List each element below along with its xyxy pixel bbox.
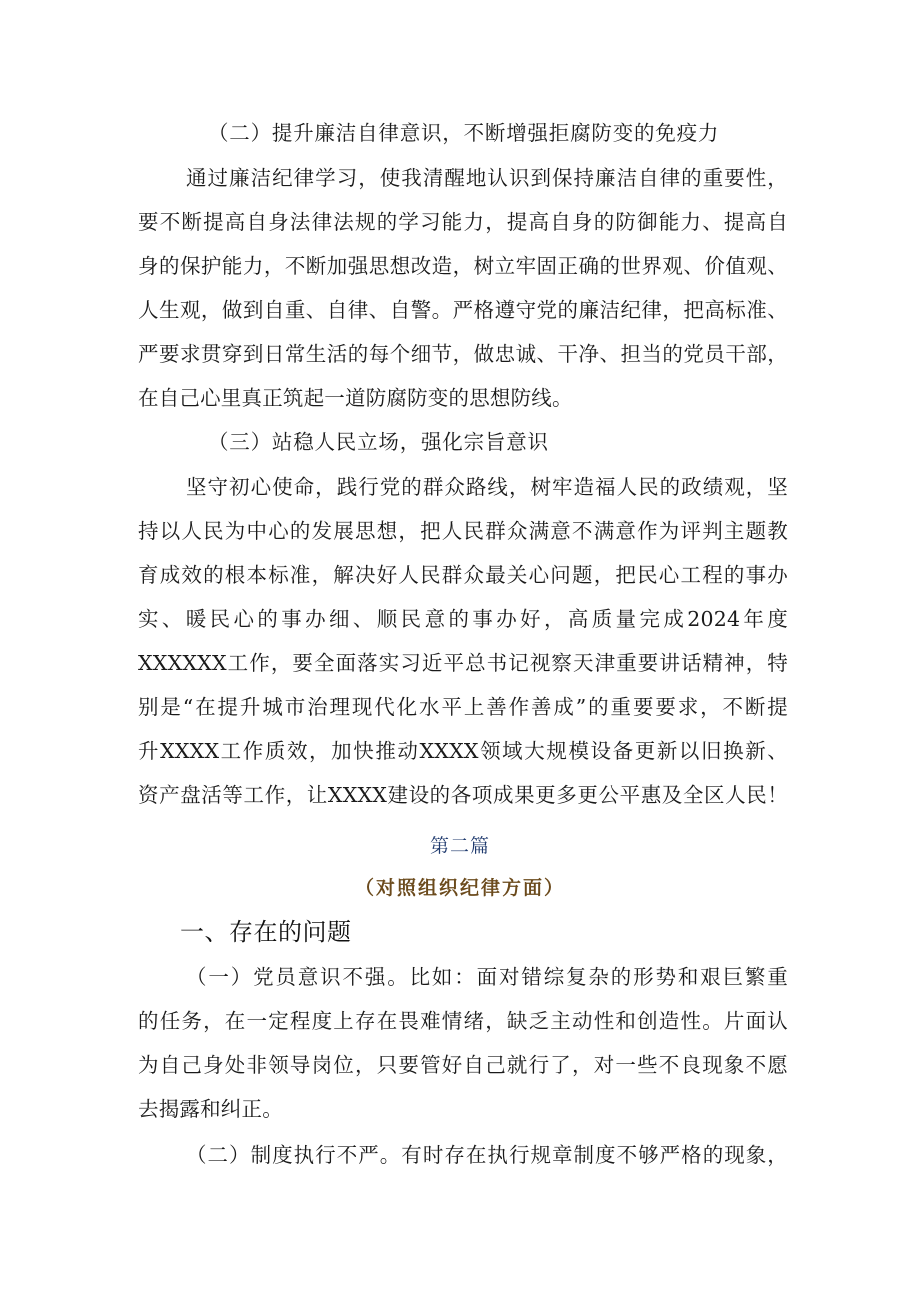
paragraph-line: 为自己身处非领导岗位，只要管好自己就行了，对一些不良现象不愿 <box>138 1053 788 1077</box>
paragraph-line: 别是“在提升城市治理现代化水平上善作善成”的重要要求，不断提 <box>138 695 788 719</box>
paragraph-line: （一）党员意识不强。比如：面对错综复杂的形势和艰巨繁重 <box>186 965 788 989</box>
paragraph-line: 坚守初心使命，践行党的群众路线，树牢造福人民的政绩观，坚 <box>186 475 788 499</box>
paragraph-line: 资产盘活等工作，让XXXX建设的各项成果更多更公平惠及全区人民！ <box>138 783 788 807</box>
article-title: 第二篇 <box>429 835 490 857</box>
paragraph-line: 人生观，做到自重、自律、自警。严格遵守党的廉洁纪律，把高标准、 <box>138 298 788 322</box>
paragraph-line: XXXXXX工作，要全面落实习近平总书记视察天津重要讲话精神，特 <box>138 651 788 675</box>
paragraph-line: 的任务，在一定程度上存在畏难情绪，缺乏主动性和创造性。片面认 <box>138 1009 788 1033</box>
paragraph-line: 在自己心里真正筑起一道防腐防变的思想防线。 <box>138 386 573 410</box>
paragraph-line: 实、暖民心的事办细、顺民意的事办好，高质量完成2024年度 <box>138 607 788 631</box>
paragraph-line: 要不断提高自身法律法规的学习能力，提高自身的防御能力、提高自 <box>138 210 788 234</box>
subheading-3: （三）站稳人民立场，强化宗旨意识 <box>208 430 549 454</box>
paragraph-line: 育成效的根本标准，解决好人民群众最关心问题，把民心工程的事办 <box>138 563 788 587</box>
paragraph-line: （二）制度执行不严。有时存在执行规章制度不够严格的现象， <box>186 1143 788 1167</box>
article-subtitle: （对照组织纪律方面） <box>354 877 565 899</box>
paragraph-line: 严要求贯穿到日常生活的每个细节，做忠诚、干净、担当的党员干部， <box>138 342 788 366</box>
paragraph-line: 通过廉洁纪律学习，使我清醒地认识到保持廉洁自律的重要性， <box>186 166 788 190</box>
paragraph-line: 升XXXX工作质效，加快推动XXXX领域大规模设备更新以旧换新、 <box>138 739 788 763</box>
section-title: 一、存在的问题 <box>180 918 352 946</box>
subheading-2: （二）提升廉洁自律意识，不断增强拒腐防变的免疫力 <box>208 121 720 145</box>
paragraph-line: 去揭露和纠正。 <box>138 1097 283 1121</box>
paragraph-line: 持以人民为中心的发展思想，把人民群众满意不满意作为评判主题教 <box>138 519 788 543</box>
paragraph-line: 身的保护能力，不断加强思想改造，树立牢固正确的世界观、价值观、 <box>138 254 788 278</box>
